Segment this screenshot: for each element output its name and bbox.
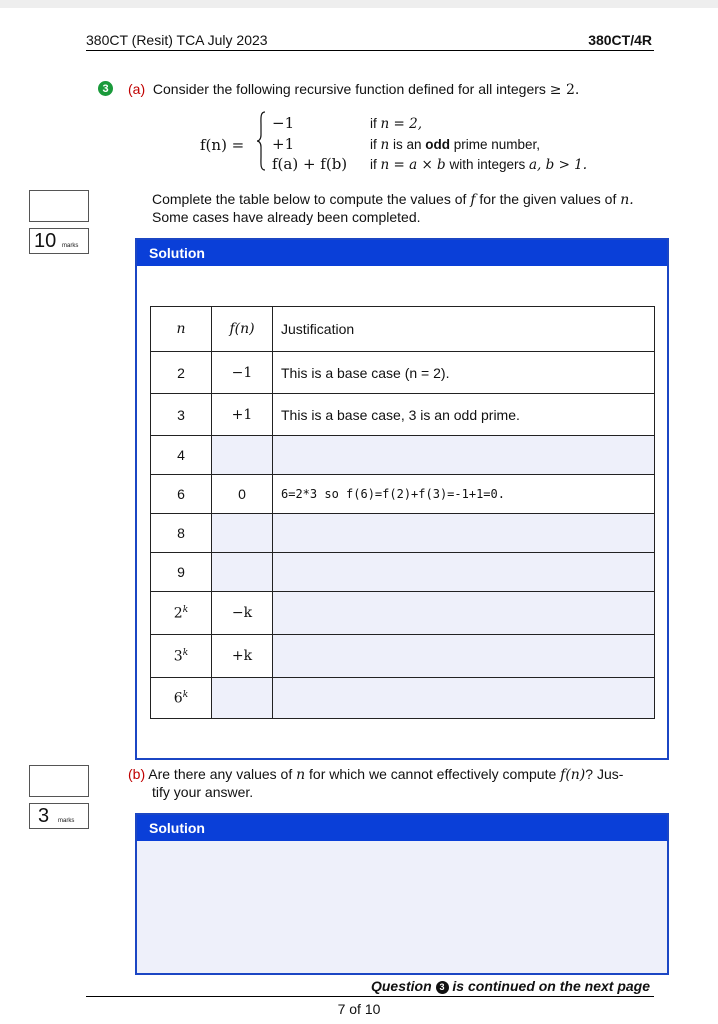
case-1-condition: if n = 2, [370, 116, 422, 132]
top-strip [0, 0, 718, 8]
part-a-text: Consider the following recursive function defined for all integers [152, 81, 546, 97]
row-fn-input[interactable] [212, 436, 273, 475]
solution-title-a: Solution [137, 240, 667, 266]
table-row [151, 592, 655, 635]
case-3-value: f(a) + f(b) [272, 155, 348, 173]
table-row [151, 553, 655, 592]
function-lhs: f(n) = [200, 136, 245, 154]
question-number-badge: 3 [98, 81, 113, 96]
solution-title-b: Solution [137, 815, 667, 841]
case-1-value: −1 [272, 114, 295, 132]
table-row [151, 678, 655, 719]
row-n: 9 [151, 553, 212, 592]
table-row [151, 436, 655, 475]
marks-label-box-b: 3 marks [29, 803, 89, 829]
table-row [151, 514, 655, 553]
part-a-statement [128, 81, 579, 98]
row-fn: +1 [212, 394, 273, 436]
row-n: 3 [151, 394, 212, 436]
row-n: 2 [151, 352, 212, 394]
marks-entry-box-a[interactable] [29, 190, 89, 222]
header-n: n [151, 307, 212, 352]
row-justification: This is a base case (n = 2). [273, 352, 655, 394]
table-row [151, 635, 655, 678]
row-justification-input[interactable] [273, 553, 655, 592]
row-justification-input[interactable] [273, 592, 655, 635]
part-a-label: (a) [128, 81, 146, 97]
row-justification: 6=2*3 so f(6)=f(2)+f(3)=-1+1=0. [273, 475, 655, 514]
exam-title: 380CT (Resit) TCA July 2023 [86, 32, 268, 48]
part-b-statement: (b) Are there any values of n for which we cannot effectively compute f(n)? Jus- tify your answer. [128, 766, 624, 800]
footer-rule [86, 996, 654, 997]
question-number-mini-badge: 3 [436, 981, 449, 994]
table-row [151, 394, 655, 436]
part-a-bound: ≥ 2. [549, 82, 580, 98]
row-n: 4 [151, 436, 212, 475]
row-justification-input[interactable] [273, 436, 655, 475]
row-n: 6 [151, 475, 212, 514]
row-n: 8 [151, 514, 212, 553]
row-fn: 0 [212, 475, 273, 514]
header-justification: Justification [273, 307, 655, 352]
row-fn: −1 [212, 352, 273, 394]
row-n: 6$^k$ [151, 678, 212, 719]
continued-note: Question 3 is continued on the next page [370, 978, 650, 994]
brace-symbol [256, 111, 266, 171]
row-justification-input[interactable] [273, 678, 655, 719]
case-3-condition: if n = a × b with integers a, b > 1. [370, 157, 588, 173]
row-fn-input[interactable] [212, 553, 273, 592]
row-fn: +k [212, 635, 273, 678]
marks-entry-box-b[interactable] [29, 765, 89, 797]
row-fn: −k [212, 592, 273, 635]
row-n: 2$^k$ [151, 592, 212, 635]
solution-panel-b[interactable] [135, 813, 669, 975]
table-row [151, 475, 655, 514]
row-justification: This is a base case, 3 is an odd prime. [273, 394, 655, 436]
page-number: 7 of 10 [337, 1001, 381, 1017]
table-header-row [151, 307, 655, 352]
marks-label-box-a: 10 marks [29, 228, 89, 254]
row-justification-input[interactable] [273, 635, 655, 678]
row-n: 3$^k$ [151, 635, 212, 678]
case-2-value: +1 [272, 135, 295, 153]
module-code: 380CT/4R [588, 32, 652, 48]
row-fn-input[interactable] [212, 678, 273, 719]
row-fn-input[interactable] [212, 514, 273, 553]
values-table [150, 306, 655, 719]
part-b-label: (b) [128, 766, 146, 782]
part-a-instructions: Complete the table below to compute the values of f for the given values of n. Some cases have already been completed. [152, 191, 634, 225]
header-rule [86, 50, 654, 51]
header-fn: f(n) [212, 307, 273, 352]
table-row [151, 352, 655, 394]
row-justification-input[interactable] [273, 514, 655, 553]
case-2-condition: if n is an odd prime number, [370, 137, 541, 153]
